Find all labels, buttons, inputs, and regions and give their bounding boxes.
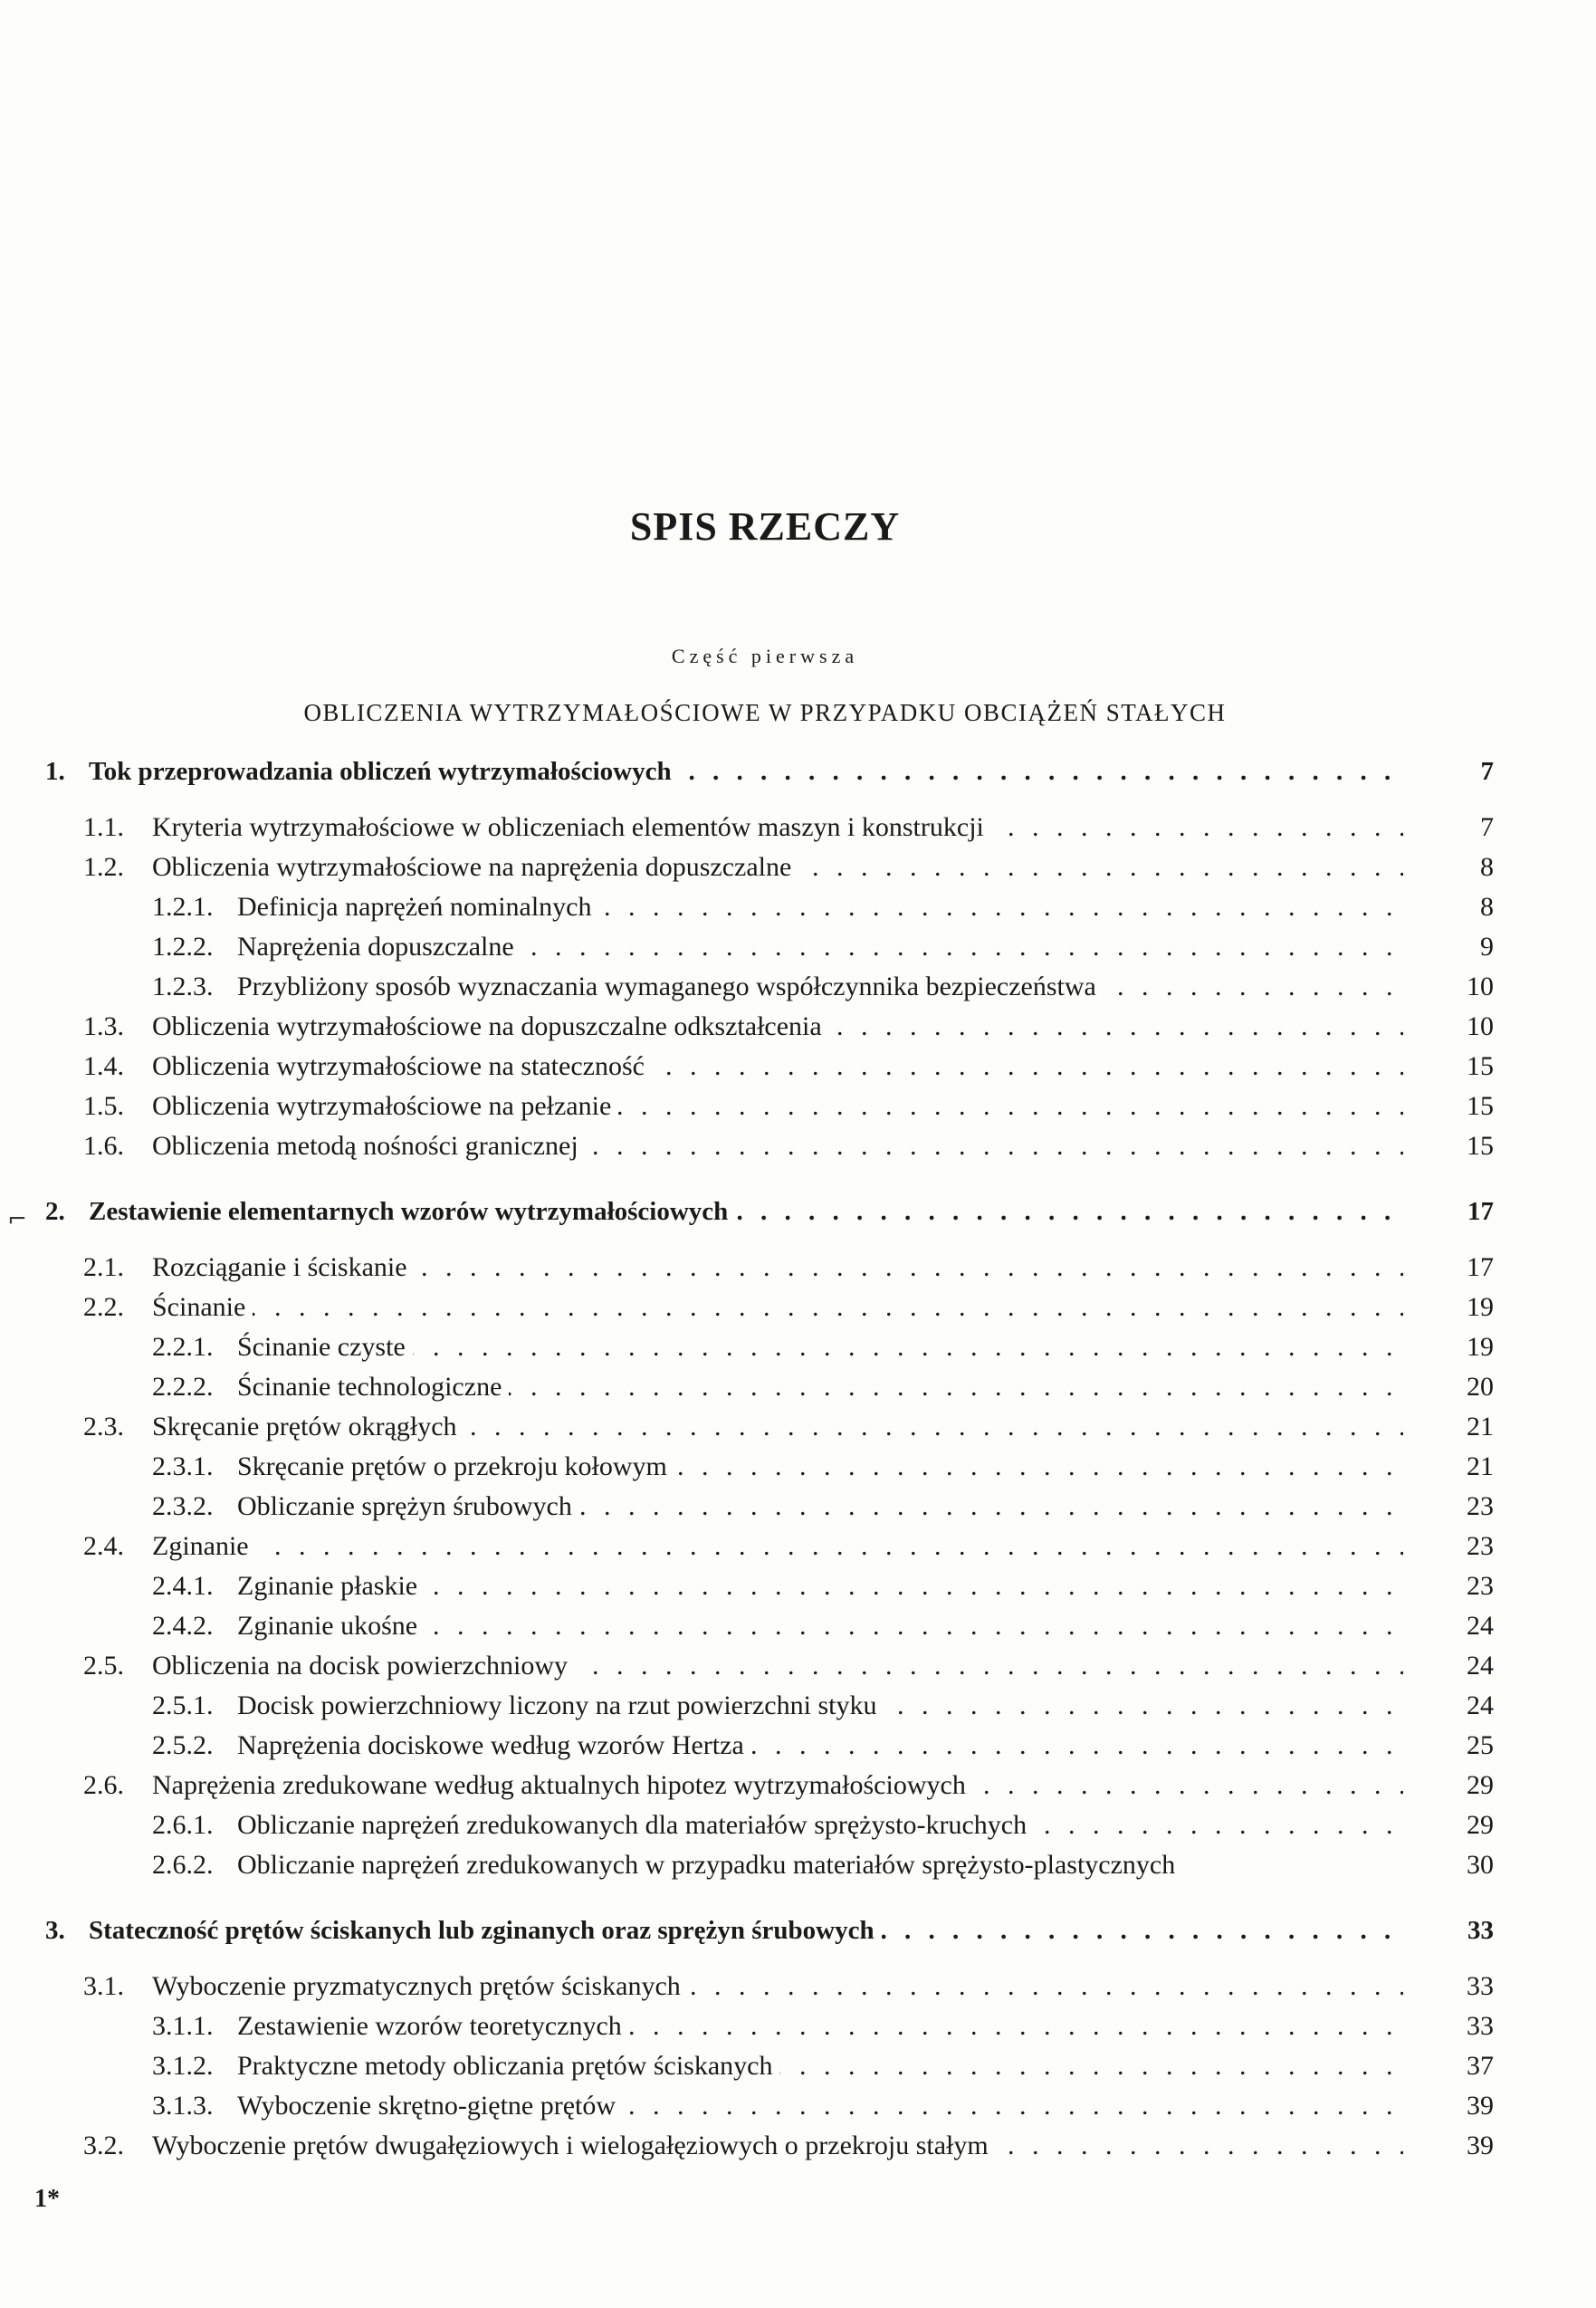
toc-label: Skręcanie prętów okrągłych . . . <box>152 1409 1403 1445</box>
toc-page-number: 21 <box>1467 1412 1494 1441</box>
toc-label: Obliczenia metodą nośności granicznej . . . <box>152 1128 1403 1164</box>
toc-page-number: 10 <box>1467 972 1494 1001</box>
toc-number: 3.1.3. <box>152 2091 214 2121</box>
toc-number: 1.5. <box>83 1091 124 1121</box>
toc-page-number: 23 <box>1467 1571 1494 1601</box>
toc-label: Ścinanie czyste . . . <box>237 1329 1403 1365</box>
toc-number: 1.2.1. <box>152 892 214 922</box>
toc-label: Naprężenia zredukowane według aktualnych hipotez wytrzymałościowych . . . <box>152 1767 1403 1804</box>
toc-page-number: 7 <box>1480 812 1494 842</box>
toc-page-number: 15 <box>1467 1051 1494 1081</box>
toc-label: Zginanie ukośne . . . <box>237 1608 1403 1644</box>
toc-number: 2.5.1. <box>152 1690 214 1720</box>
toc-number: 2.4. <box>83 1531 124 1561</box>
toc-number: 1.4. <box>83 1051 124 1081</box>
toc-label: Obliczanie naprężeń zredukowanych w przypadku materiałów sprężysto-plastycznych <box>237 1847 1403 1883</box>
toc-label: Stateczność prętów ściskanych lub zginanych oraz sprężyn śrubowych . . . <box>89 1912 1403 1949</box>
toc-page-number: 19 <box>1467 1332 1494 1362</box>
toc-number: 2.3. <box>83 1412 124 1441</box>
toc-number: 2.6. <box>83 1770 124 1800</box>
toc-label: Docisk powierzchniowy liczony na rzut powierzchni styku . . . <box>237 1688 1403 1724</box>
toc-page-number: 15 <box>1467 1091 1494 1121</box>
toc-label: Praktyczne metody obliczania prętów ściskanych . . . <box>237 2048 1403 2084</box>
toc-page-number: 24 <box>1467 1611 1494 1641</box>
toc-number: 1.2.3. <box>152 972 214 1001</box>
toc-label: Ścinanie . . . <box>152 1289 1403 1326</box>
toc-label: Wyboczenie prętów dwugałęziowych i wielogałęziowych o przekroju stałym . . . <box>152 2128 1403 2164</box>
toc-page-number: 8 <box>1480 892 1494 922</box>
toc-number: 2.6.2. <box>152 1850 214 1880</box>
toc-page-number: 23 <box>1467 1491 1494 1521</box>
toc-page-number: 8 <box>1480 852 1494 882</box>
toc-page-number: 21 <box>1467 1451 1494 1481</box>
signature-mark: 1* <box>34 2185 60 2213</box>
toc-page-number: 37 <box>1467 2051 1494 2081</box>
toc-label: Przybliżony sposób wyznaczania wymaganego współczynnika bezpieczeństwa . . . <box>237 969 1403 1005</box>
toc-label: Skręcanie prętów o przekroju kołowym . . . <box>237 1449 1403 1485</box>
toc-number: 2.4.1. <box>152 1571 214 1601</box>
toc-page-number: 23 <box>1467 1531 1494 1561</box>
toc-number: 3.1.2. <box>152 2051 214 2081</box>
toc-number: 1.1. <box>83 812 124 842</box>
toc-label: Rozciąganie i ściskanie . . . <box>152 1250 1403 1286</box>
toc-number: 2.3.1. <box>152 1451 214 1481</box>
page-title: SPIS RZECZY <box>629 504 901 549</box>
toc-page-number: 33 <box>1467 1916 1494 1945</box>
toc-label: Wyboczenie pryzmatycznych prętów ściskanych . . . <box>152 1968 1403 2005</box>
toc-number: 3.1. <box>83 1971 124 2001</box>
toc-number: 2.2.2. <box>152 1372 214 1402</box>
toc-page-number: 17 <box>1467 1197 1494 1226</box>
toc-label: Obliczenia wytrzymałościowe na stateczność . . . <box>152 1049 1403 1085</box>
part-title: OBLICZENIA WYTRZYMAŁOŚCIOWE W PRZYPADKU OBCIĄŻEŃ STAŁYCH <box>303 699 1227 726</box>
toc-page-number: 39 <box>1467 2131 1494 2160</box>
toc-page-number: 10 <box>1467 1011 1494 1041</box>
toc-number: 3.2. <box>83 2131 124 2160</box>
toc-page-number: 29 <box>1467 1770 1494 1800</box>
toc-page-number: 33 <box>1467 1971 1494 2001</box>
toc-page-number: 20 <box>1467 1372 1494 1402</box>
toc-page-number: 17 <box>1467 1252 1494 1282</box>
toc-label: Kryteria wytrzymałościowe w obliczeniach elementów maszyn i konstrukcji . . . <box>152 809 1403 846</box>
toc-label: Naprężenia dociskowe według wzorów Hertza . . . <box>237 1728 1403 1764</box>
toc-page-number: 29 <box>1467 1810 1494 1840</box>
toc-number: 2.2. <box>83 1292 124 1322</box>
toc-number: 3.1.1. <box>152 2011 214 2041</box>
toc-page-number: 15 <box>1467 1131 1494 1161</box>
toc-page-number: 39 <box>1467 2091 1494 2121</box>
toc-label: Obliczanie naprężeń zredukowanych dla materiałów sprężysto-kruchych . . . <box>237 1807 1403 1844</box>
toc-page-number: 9 <box>1480 932 1494 962</box>
toc-number: 2.5. <box>83 1651 124 1681</box>
toc-number: 2.3.2. <box>152 1491 214 1521</box>
toc-page-number: 33 <box>1467 2011 1494 2041</box>
toc-label: Obliczanie sprężyn śrubowych . . . <box>237 1489 1403 1525</box>
toc-page-number: 30 <box>1467 1850 1494 1880</box>
toc-number: 1.2.2. <box>152 932 214 962</box>
margin-annotation: ⌐ <box>7 1206 27 1233</box>
toc-label: Ścinanie technologiczne . . . <box>237 1369 1403 1405</box>
toc-number: 1.3. <box>83 1011 124 1041</box>
toc-label: Wyboczenie skrętno-giętne prętów . . . <box>237 2088 1403 2124</box>
toc-page-number: 25 <box>1467 1730 1494 1760</box>
toc-number: 2.5.2. <box>152 1730 214 1760</box>
toc-page-number: 24 <box>1467 1651 1494 1681</box>
toc-label: Zestawienie wzorów teoretycznych . . . <box>237 2008 1403 2045</box>
toc-number: 2.6.1. <box>152 1810 214 1840</box>
toc-number: 1.2. <box>83 852 124 882</box>
toc-number: 2.4.2. <box>152 1611 214 1641</box>
toc-label: Obliczenia wytrzymałościowe na dopuszczalne odkształcenia . . . <box>152 1009 1403 1045</box>
toc-label: Definicja naprężeń nominalnych . . . <box>237 889 1403 925</box>
toc-label: Zginanie . . . <box>152 1528 1403 1565</box>
toc-page-number: 7 <box>1480 757 1494 786</box>
toc-label: Zginanie płaskie . . . <box>237 1568 1403 1604</box>
toc-label: Obliczenia wytrzymałościowe na pełzanie . . . <box>152 1088 1403 1125</box>
toc-number: 2. <box>45 1197 65 1226</box>
toc-page-number: 24 <box>1467 1690 1494 1720</box>
toc-label: Zestawienie elementarnych wzorów wytrzymałościowych . . . <box>89 1193 1403 1230</box>
toc-label: Obliczenia na docisk powierzchniowy . . . <box>152 1648 1403 1684</box>
toc-number: 1.6. <box>83 1131 124 1161</box>
part-label: Część pierwsza <box>671 645 859 667</box>
toc-number: 2.2.1. <box>152 1332 214 1362</box>
toc-number: 2.1. <box>83 1252 124 1282</box>
toc-page-number: 19 <box>1467 1292 1494 1322</box>
toc-label: Obliczenia wytrzymałościowe na naprężenia dopuszczalne . . . <box>152 849 1403 886</box>
toc-number: 3. <box>45 1916 65 1945</box>
toc-label: Naprężenia dopuszczalne . . . <box>237 929 1403 965</box>
toc-number: 1. <box>45 757 65 786</box>
toc-label: Tok przeprowadzania obliczeń wytrzymałościowych . . . <box>89 753 1403 790</box>
